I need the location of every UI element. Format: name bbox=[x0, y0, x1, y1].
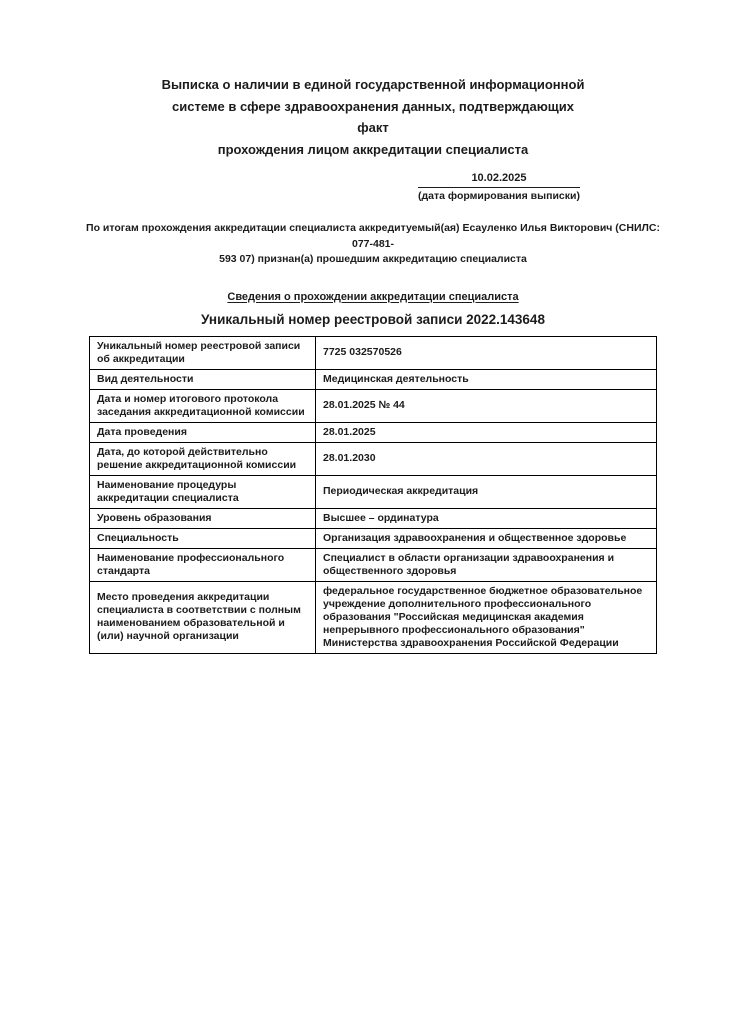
row-value: федеральное государственное бюджетное образовательное учреждение дополнительного профессионального образования "Российская медицинская академия непрерывного профессионального образования" Министерства здравоохранения Российской Федерации bbox=[316, 581, 657, 653]
table-row bbox=[90, 581, 657, 653]
extract-date-section bbox=[0, 171, 746, 204]
row-value: 28.01.2030 bbox=[316, 442, 657, 475]
table-row bbox=[90, 475, 657, 508]
row-label: Специальность bbox=[90, 528, 316, 548]
table-row bbox=[90, 389, 657, 422]
row-label: Наименование профессионального стандарта bbox=[90, 548, 316, 581]
row-label: Дата и номер итогового протокола заседания аккредитационной комиссии bbox=[90, 389, 316, 422]
table-row bbox=[90, 422, 657, 442]
document-title-line-1: Выписка о наличии в единой государственной информационной bbox=[161, 77, 585, 92]
intro-paragraph bbox=[79, 221, 667, 268]
table-row bbox=[90, 336, 657, 369]
row-label: Место проведения аккредитации специалиста в соответствии с полным наименованием образовательной и (или) научной организации bbox=[90, 581, 316, 653]
row-value: 28.01.2025 № 44 bbox=[316, 389, 657, 422]
document-title-line-2: системе в сфере здравоохранения данных, подтверждающих факт bbox=[172, 98, 574, 135]
row-value: Специалист в области организации здравоохранения и общественного здоровья bbox=[316, 548, 657, 581]
extract-date-block bbox=[418, 171, 580, 203]
document-title-line-3: прохождения лицом аккредитации специалиста bbox=[217, 141, 529, 157]
table-row bbox=[90, 508, 657, 528]
row-value: Организация здравоохранения и общественное здоровье bbox=[316, 528, 657, 548]
table-row bbox=[90, 528, 657, 548]
accreditation-info-table bbox=[89, 336, 657, 654]
accreditation-table-body bbox=[90, 336, 657, 653]
row-label: Дата, до которой действительно решение аккредитационной комиссии bbox=[90, 442, 316, 475]
document-title bbox=[158, 0, 588, 160]
intro-line-2: 593 07) признан(а) прошедшим аккредитацию специалиста bbox=[219, 253, 527, 265]
table-row bbox=[90, 442, 657, 475]
registry-number-heading: Уникальный номер реестровой записи 2022.143648 bbox=[201, 311, 545, 327]
row-value: 7725 032570526 bbox=[316, 336, 657, 369]
row-label: Вид деятельности bbox=[90, 369, 316, 389]
row-label: Уникальный номер реестровой записи об аккредитации bbox=[90, 336, 316, 369]
table-row bbox=[90, 548, 657, 581]
row-value: Медицинская деятельность bbox=[316, 369, 657, 389]
extract-date-value: 10.02.2025 bbox=[418, 171, 580, 188]
section-heading: Сведения о прохождении аккредитации специалиста bbox=[227, 290, 519, 303]
extract-date-caption: (дата формирования выписки) bbox=[418, 190, 580, 202]
row-value: 28.01.2025 bbox=[316, 422, 657, 442]
row-label: Уровень образования bbox=[90, 508, 316, 528]
row-label: Наименование процедуры аккредитации специалиста bbox=[90, 475, 316, 508]
row-label: Дата проведения bbox=[90, 422, 316, 442]
table-row bbox=[90, 369, 657, 389]
row-value: Периодическая аккредитация bbox=[316, 475, 657, 508]
intro-line-1: По итогам прохождения аккредитации специалиста аккредитуемый(ая) Есауленко Илья Викторович (СНИЛС: 077-481- bbox=[86, 222, 660, 250]
row-value: Высшее – ординатура bbox=[316, 508, 657, 528]
